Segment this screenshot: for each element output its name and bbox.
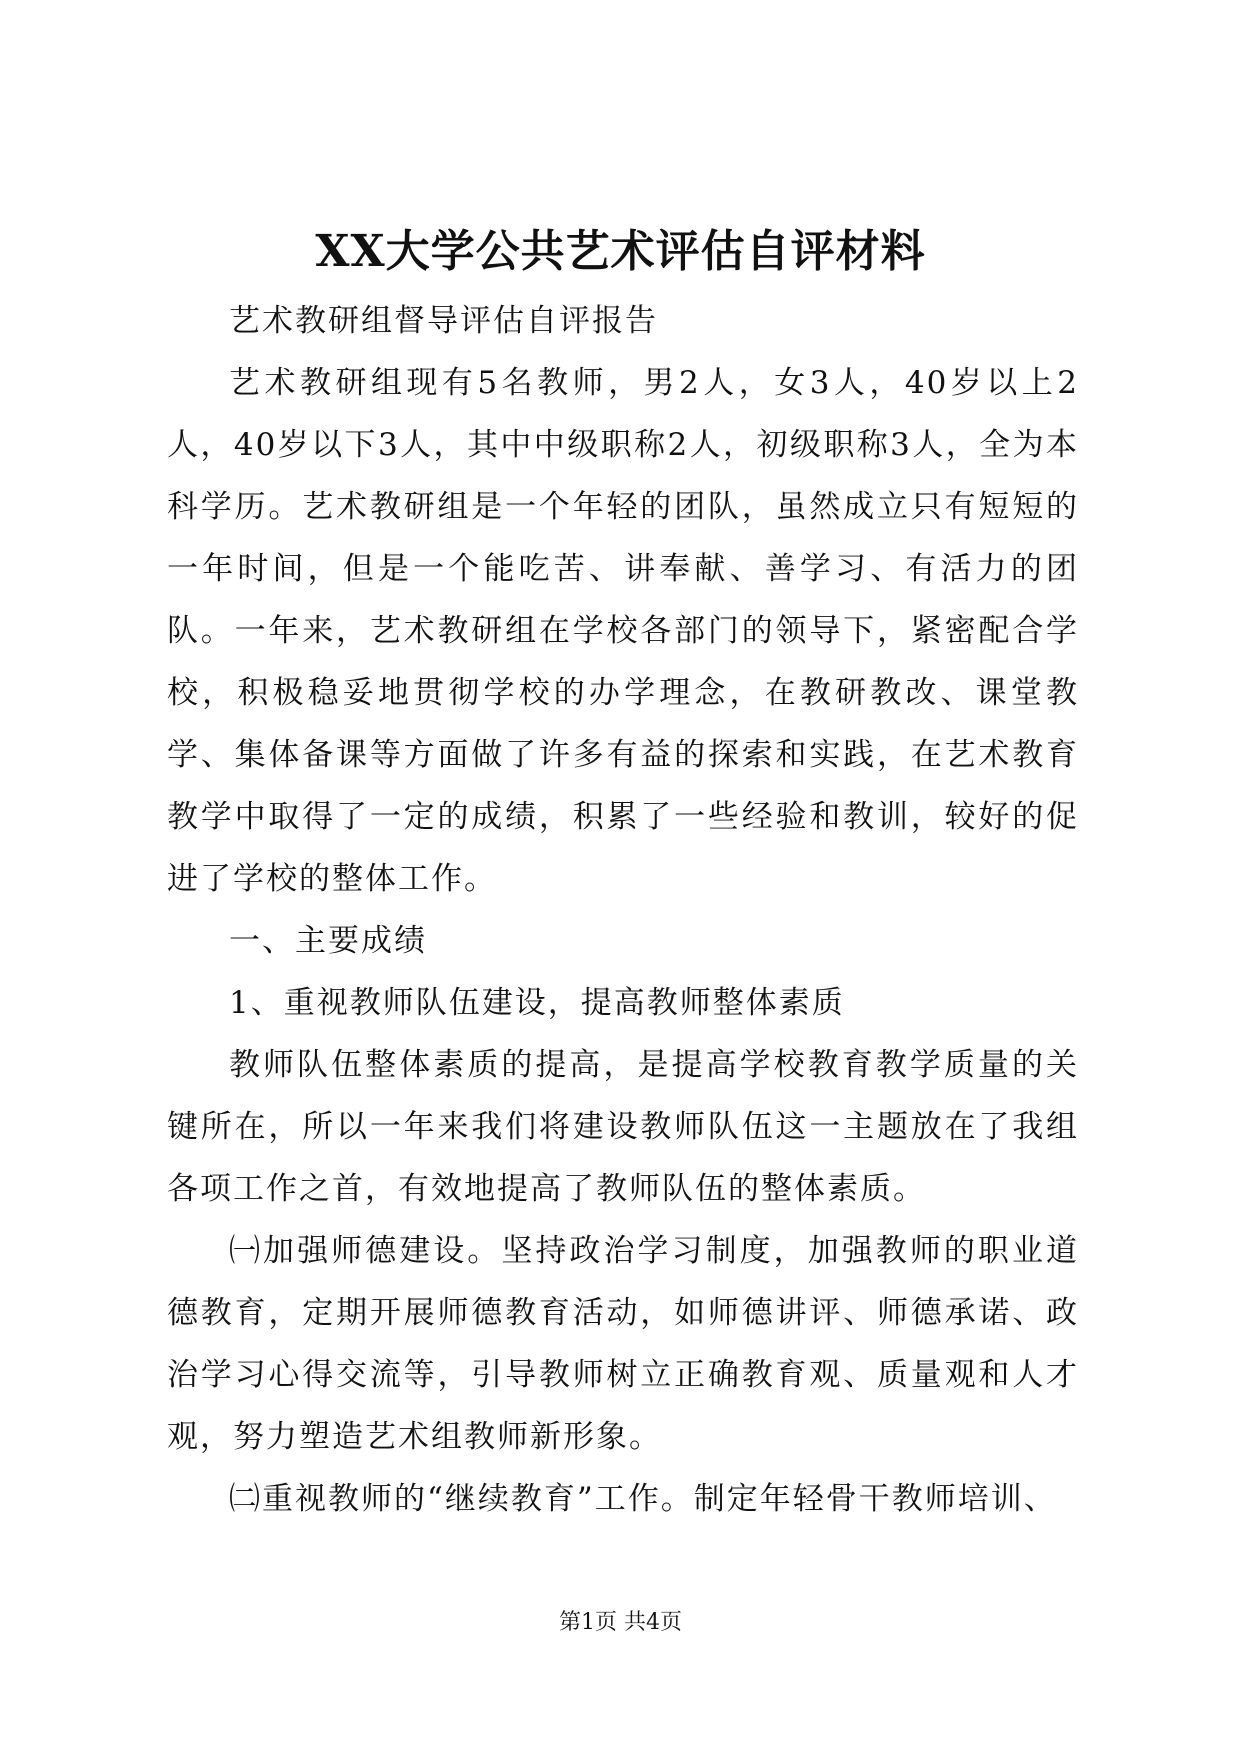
page-footer: 第1页 共4页	[559, 1610, 682, 1635]
document-title: XX大学公共艺术评估自评材料	[315, 226, 926, 277]
section-heading-main-achievements: 一、主要成绩	[229, 923, 427, 959]
paragraph-continuing-education: ㈡重视教师的“继续教育”工作。制定年轻骨干教师培训、	[229, 1481, 1057, 1517]
paragraph-intro: 艺术教研组现有5名教师，男2人，女3人，40岁以上2人，40岁以下3人，其中中级职称2人，初级职称3人，全为本科学历。艺术教研组是一个年轻的团队，虽然成立只有短短的一年时间，但是一个能吃苦、讲奉献、善学习、有活力的团队。一年来，艺术教研组在学校各部门的领导下，紧密配合学校，积极稳妥地贯彻学校的办学理念，在教研教改、课堂教学、集体备课等方面做了许多有益的探索和实践，在艺术教育教学中取得了一定的成绩，积累了一些经验和教训，较好的促进了学校的整体工作。	[167, 365, 1079, 897]
paragraph-teacher-quality: 教师队伍整体素质的提高，是提高学校教育教学质量的关键所在，所以一年来我们将建设教师队伍这一主题放在了我组各项工作之首，有效地提高了教师队伍的整体素质。	[167, 1047, 1079, 1207]
document-body	[167, 290, 1079, 1530]
paragraph-subtitle: 艺术教研组督导评估自评报告	[229, 303, 658, 339]
subsection-heading-teacher-team: 1、重视教师队伍建设，提高教师整体素质	[229, 985, 845, 1021]
paragraph-ethics-building: ㈠加强师德建设。坚持政治学习制度，加强教师的职业道德教育，定期开展师德教育活动，如师德讲评、师德承诺、政治学习心得交流等，引导教师树立正确教育观、质量观和人才观，努力塑造艺术组教师新形象。	[167, 1233, 1079, 1455]
